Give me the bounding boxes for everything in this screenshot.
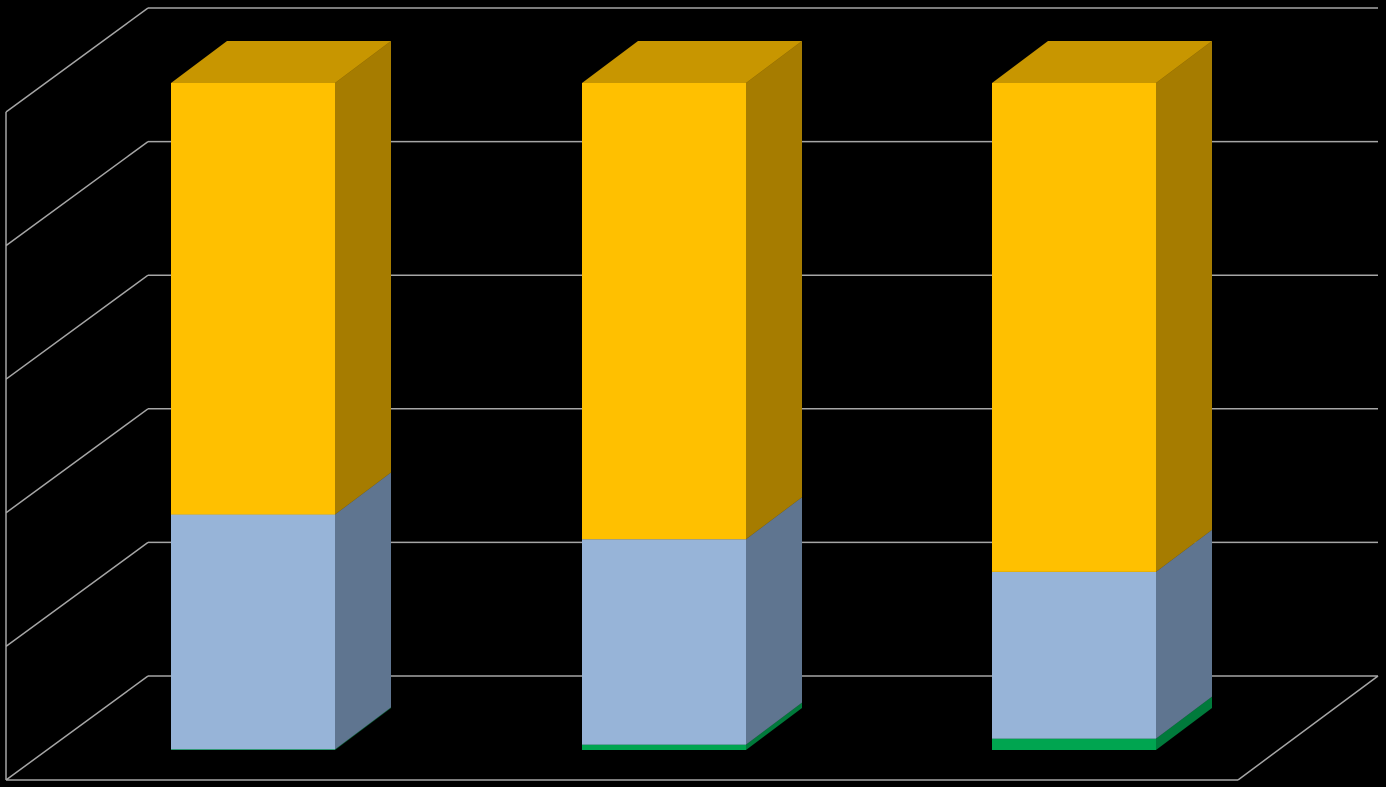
bar-segment	[992, 83, 1156, 572]
bar-segment	[582, 745, 746, 750]
bar-segment-side	[746, 41, 802, 539]
bar-segment	[582, 83, 746, 539]
bar-segment-side	[1156, 41, 1212, 572]
bar-segment-side	[746, 497, 802, 744]
side-gridline	[6, 8, 148, 112]
bar-segment	[171, 83, 335, 515]
bar-stack	[582, 41, 802, 750]
bar-segment	[992, 572, 1156, 739]
side-gridline	[6, 275, 148, 379]
side-gridline	[6, 142, 148, 246]
bars	[171, 41, 1212, 750]
side-gridline	[6, 676, 148, 780]
bar-segment	[992, 739, 1156, 750]
bar-stack	[992, 41, 1212, 750]
bar-segment	[171, 515, 335, 750]
side-gridline	[6, 409, 148, 513]
bar-segment	[171, 749, 335, 750]
bar-segment	[582, 539, 746, 744]
floor-right-edge	[1238, 676, 1378, 780]
bar-segment-side	[335, 473, 391, 750]
bar-segment-side	[335, 41, 391, 515]
bar-stack	[171, 41, 391, 750]
side-gridline	[6, 542, 148, 646]
